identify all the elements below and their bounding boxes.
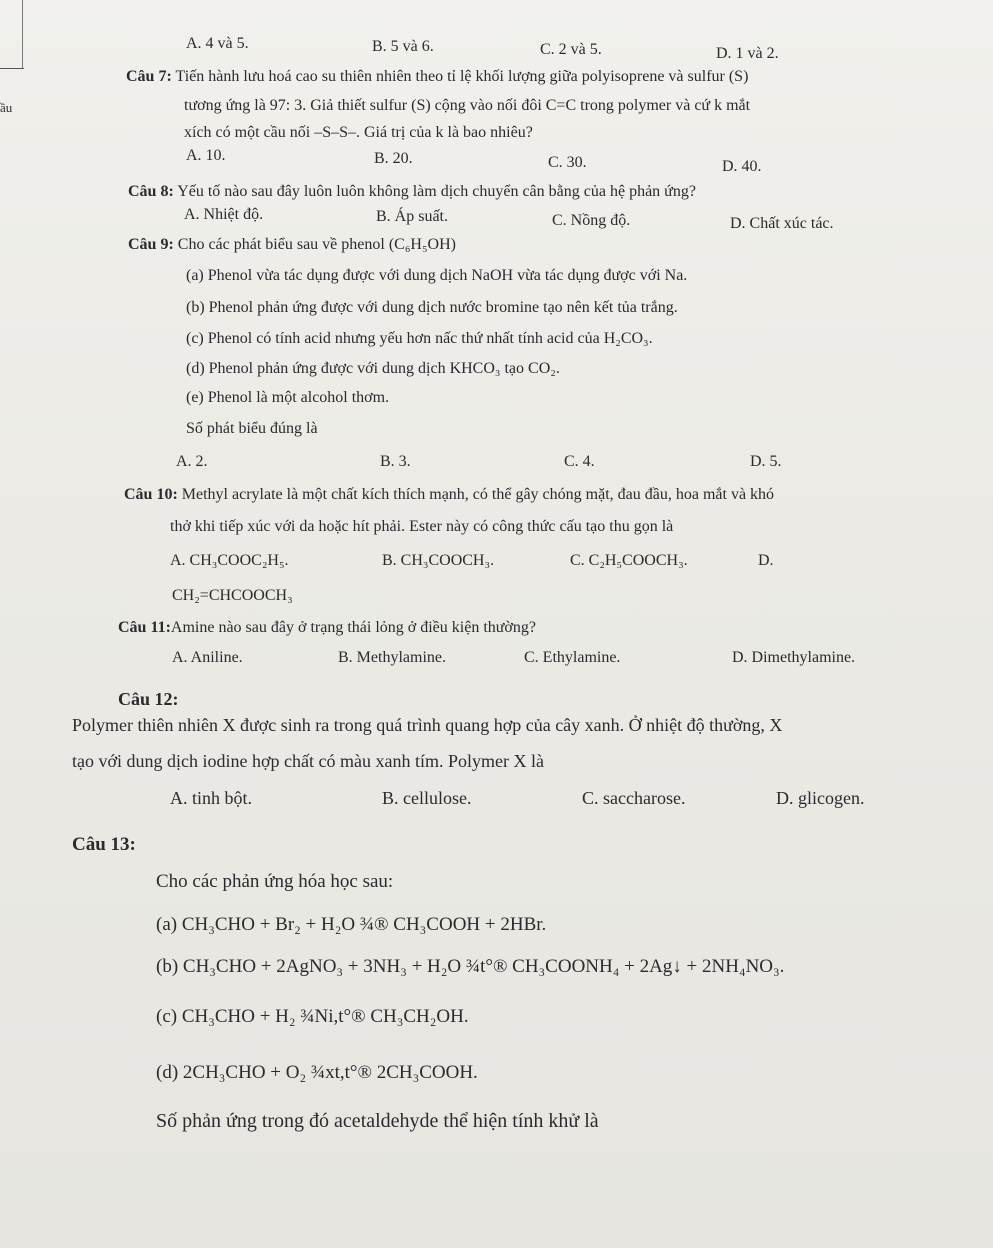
q13-reaction-d: (d) 2CH₃CHO + O₂ ¾xt,t°® 2CH₃COOH.: [156, 1062, 478, 1083]
q9-prompt: Số phát biểu đúng là: [186, 420, 318, 437]
q10-text-line2: thở khi tiếp xúc với da hoặc hít phải. Ester này có công thức cấu tạo thu gọn là: [170, 518, 674, 535]
q10-option-d-formula: CH₂=CHCOOCH₃: [172, 587, 293, 604]
q12-number: Câu 12:: [118, 689, 179, 709]
q6-option-d: D. 1 và 2.: [716, 45, 779, 62]
q9-statement-a: (a) Phenol vừa tác dụng được với dung dịch NaOH vừa tác dụng được với Na.: [186, 267, 688, 284]
q7-option-b: B. 20.: [374, 150, 413, 167]
q11-text: Amine nào sau đây ở trạng thái lỏng ở điều kiện thường?: [170, 619, 536, 636]
q9-option-c: C. 4.: [564, 453, 595, 470]
q8-option-c: C. Nồng độ.: [552, 212, 631, 229]
page-edge-line: [0, 68, 24, 69]
q11-option-c: C. Ethylamine.: [524, 649, 621, 666]
q12-option-a: A. tinh bột.: [170, 788, 253, 808]
q7-option-d: D. 40.: [722, 158, 762, 175]
q13-intro: Cho các phản ứng hóa học sau:: [156, 871, 394, 892]
q8-line: [128, 181, 696, 203]
q9-statement-e: (e) Phenol là một alcohol thơm.: [186, 389, 390, 406]
q8-number: Câu 8:: [128, 183, 174, 200]
q10-option-b: B. CH₃COOCH₃.: [382, 552, 495, 569]
q9-line: [128, 234, 456, 256]
q7-option-a: A. 10.: [186, 147, 226, 164]
q11-option-d: D. Dimethylamine.: [732, 649, 856, 666]
q7-text-line2: tương ứng là 97: 3. Giả thiết sulfur (S) cộng vào nối đôi C=C trong polymer và cứ k mắt: [184, 97, 751, 114]
q8-text: Yếu tố nào sau đây luôn luôn không làm dịch chuyển cân bằng của hệ phản ứng?: [177, 183, 696, 200]
q10-option-a: A. CH₃COOC₂H₅.: [170, 552, 289, 569]
q10-option-d: D.: [758, 552, 774, 569]
q9-text: Cho các phát biểu sau về phenol (C₆H₅OH): [177, 236, 456, 253]
margin-fragment: ầu: [0, 100, 13, 115]
q11-option-b: B. Methylamine.: [338, 649, 446, 666]
q13-number: Câu 13:: [72, 834, 136, 855]
q12-text-line2: tạo với dung dịch iodine hợp chất có màu xanh tím. Polymer X là: [72, 751, 544, 771]
q10-line1: [124, 484, 774, 506]
q9-statement-b: (b) Phenol phản ứng được với dung dịch nước bromine tạo nên kết tủa trắng.: [186, 299, 678, 316]
q13-reaction-a: (a) CH₃CHO + Br₂ + H₂O ¾® CH₃COOH + 2HBr.: [156, 914, 547, 935]
q9-option-a: A. 2.: [176, 453, 208, 470]
q13-prompt: Số phản ứng trong đó acetaldehyde thể hiện tính khử là: [156, 1110, 599, 1132]
q6-option-b: B. 5 và 6.: [372, 38, 434, 55]
q10-option-c: C. C₂H₅COOCH₃.: [570, 552, 688, 569]
page-edge-line-vertical: [22, 0, 23, 68]
q12-option-d: D. glicogen.: [776, 788, 865, 808]
q7-text-line3: xích có một cầu nối –S–S–. Giá trị của k là bao nhiêu?: [184, 124, 533, 141]
q9-option-d: D. 5.: [750, 453, 782, 470]
q12-option-c: C. saccharose.: [582, 788, 686, 808]
q9-statement-d: (d) Phenol phản ứng được với dung dịch KHCO₃ tạo CO₂.: [186, 360, 560, 377]
q11-option-a: A. Aniline.: [172, 649, 243, 666]
q8-option-a: A. Nhiệt độ.: [184, 206, 264, 223]
q7-line1: [126, 66, 748, 88]
q8-option-b: B. Áp suất.: [376, 208, 448, 225]
q11-number: Câu 11:: [118, 619, 171, 636]
q12-text-line1: Polymer thiên nhiên X được sinh ra trong quá trình quang hợp của cây xanh. Ở nhiệt độ thường, X: [72, 715, 783, 735]
q7-text-line1: Tiến hành lưu hoá cao su thiên nhiên theo tỉ lệ khối lượng giữa polyisoprene và sulfur (S): [175, 68, 749, 85]
q8-option-d: D. Chất xúc tác.: [730, 215, 834, 232]
q11-line: [118, 617, 536, 639]
q10-text-line1: Methyl acrylate là một chất kích thích mạnh, có thể gây chóng mặt, đau đầu, hoa mắt và khó: [181, 486, 775, 503]
q6-option-c: C. 2 và 5.: [540, 41, 602, 58]
q9-option-b: B. 3.: [380, 453, 411, 470]
q6-option-a: A. 4 và 5.: [186, 35, 249, 52]
q13-reaction-b: (b) CH₃CHO + 2AgNO₃ + 3NH₃ + H₂O ¾t°® CH₃COONH₄ + 2Ag↓ + 2NH₄NO₃.: [156, 956, 785, 977]
q9-number: Câu 9:: [128, 236, 174, 253]
q7-number: Câu 7:: [126, 68, 172, 85]
q12-option-b: B. cellulose.: [382, 788, 472, 808]
q9-statement-c: (c) Phenol có tính acid nhưng yếu hơn nấc thứ nhất tính acid của H₂CO₃.: [186, 330, 653, 347]
q13-reaction-c: (c) CH₃CHO + H₂ ¾Ni,t°® CH₃CH₂OH.: [156, 1006, 469, 1027]
q10-number: Câu 10:: [124, 486, 178, 503]
q7-option-c: C. 30.: [548, 154, 587, 171]
